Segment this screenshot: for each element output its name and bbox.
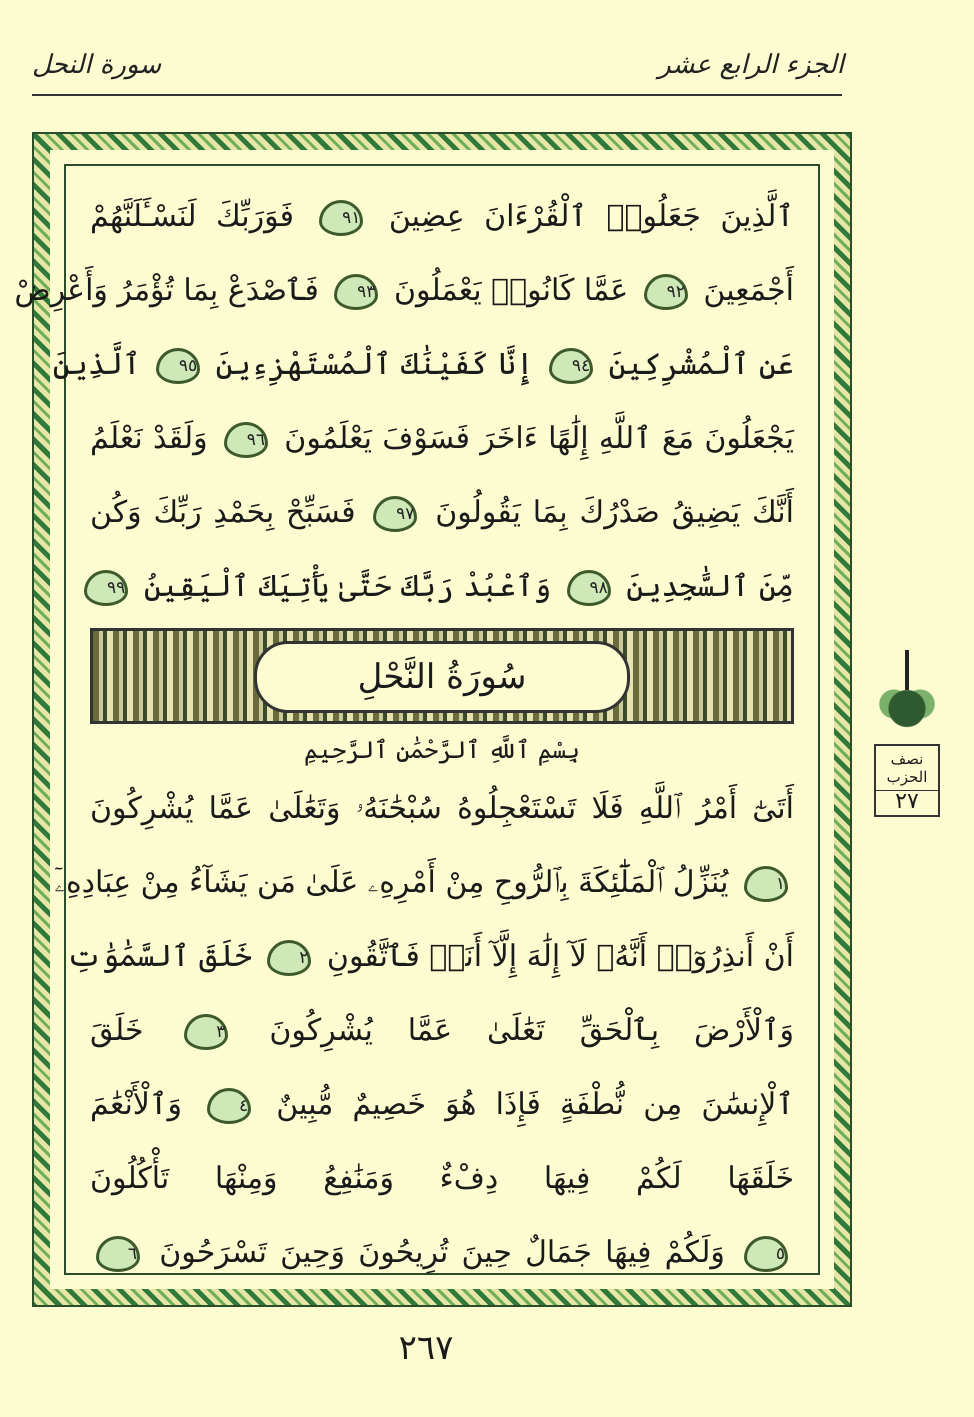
verse-text: أَتَىٰٓ أَمْرُ ٱللَّهِ فَلَا تَسْتَعْجِلُوهُ سُبْحَٰنَهُۥ وَتَعَٰلَىٰ عَمَّا يُشْرِكُونَ <box>90 791 794 826</box>
verse-text: خَلَقَ <box>90 1013 144 1048</box>
verse-text: خَلَقَهَا لَكُمْ فِيهَا دِفْءٌ وَمَنَٰفِعُ وَمِنْهَا تَأْكُلُونَ <box>90 1161 794 1196</box>
verse-text: مِّنَ ٱلسَّٰجِدِينَ <box>626 569 794 604</box>
verse-text: وَٱعْبُدْ رَبَّكَ حَتَّىٰ يَأْتِيَكَ ٱلْيَقِينُ <box>143 569 552 604</box>
verse-line <box>90 994 794 1068</box>
verse-text: إِنَّا كَفَيْنَٰكَ ٱلْمُسْتَهْزِءِينَ <box>215 347 534 382</box>
verse-text: أَنْ أَنذِرُوٓا۟ أَنَّهُۥ لَآ إِلَٰهَ إِلَّآ أَنَا۠ فَٱتَّقُونِ <box>326 939 794 974</box>
verse-line <box>90 1068 794 1142</box>
verse-text: وَلَقَدْ نَعْلَمُ <box>90 421 208 456</box>
juz-header: الجزء الرابع عشر <box>658 50 844 80</box>
verse-text: وَٱلْأَنْعَٰمَ <box>90 1087 182 1122</box>
verses-before <box>14 180 795 624</box>
surah-banner <box>90 628 794 724</box>
verse-line <box>90 402 794 476</box>
verse-text: أَجْمَعِينَ <box>703 273 794 308</box>
page-number: ٢٦٧ <box>398 1328 454 1368</box>
verse-text: ٱلَّذِينَ <box>52 347 141 382</box>
verse-text: يَجْعَلُونَ مَعَ ٱللَّهِ إِلَٰهًا ءَاخَرَ فَسَوْفَ يَعْلَمُونَ <box>284 421 795 456</box>
ayah-number-marker: ٩٣ <box>334 274 378 310</box>
verse-line <box>90 180 794 254</box>
verse-text: فَسَبِّحْ بِحَمْدِ رَبِّكَ وَكُن <box>90 495 356 530</box>
hizb-label-1: نصف <box>890 750 924 768</box>
verse-text: وَلَكُمْ فِيهَا جَمَالٌ حِينَ تُرِيحُونَ وَحِينَ تَسْرَحُونَ <box>159 1235 725 1270</box>
ayah-number-marker: ٦ <box>96 1236 140 1272</box>
ayah-number-marker: ٩٦ <box>224 422 268 458</box>
hizb-label-2: الحزب <box>886 768 928 786</box>
ayah-number-marker: ٥ <box>744 1236 788 1272</box>
verse-line <box>52 328 794 402</box>
basmala: بِسْمِ ٱللَّهِ ٱلرَّحْمَٰنِ ٱلرَّحِيمِ <box>303 736 580 764</box>
ayah-number-marker: ٤ <box>207 1088 251 1124</box>
hizb-number: ٢٧ <box>876 790 938 811</box>
hizb-ornament-icon <box>874 650 940 740</box>
verse-line <box>90 550 794 624</box>
verse-text: فَوَرَبِّكَ لَنَسْـَٔلَنَّهُمْ <box>90 199 294 234</box>
verse-line <box>54 846 794 920</box>
ayah-number-marker: ٩٢ <box>644 274 688 310</box>
verses-after <box>54 772 794 1290</box>
verse-line <box>90 772 794 846</box>
ayah-number-marker: ٩٧ <box>373 496 417 532</box>
verse-line <box>66 920 794 994</box>
page-frame <box>14 132 852 1307</box>
page-content <box>14 180 795 1290</box>
verse-text: عَنِ ٱلْمُشْرِكِينَ <box>608 347 794 382</box>
hizb-box <box>874 744 940 817</box>
ayah-number-marker: ٩٥ <box>156 348 200 384</box>
verse-line <box>90 1216 794 1290</box>
surah-header: سورة النحل <box>32 50 162 80</box>
hizb-marker <box>872 650 942 817</box>
verse-text: وَٱلْأَرْضَ بِٱلْحَقِّ تَعَٰلَىٰ عَمَّا يُشْرِكُونَ <box>269 1013 794 1048</box>
verse-text: يُنَزِّلُ ٱلْمَلَٰٓئِكَةَ بِٱلرُّوحِ مِنْ أَمْرِهِۦ عَلَىٰ مَن يَشَآءُ مِنْ عِبَادِهِۦٓ <box>54 865 729 900</box>
ayah-number-marker: ٩١ <box>319 200 363 236</box>
verse-text: خَلَقَ ٱلسَّمَٰوَٰتِ <box>66 939 252 974</box>
verse-line <box>90 1142 794 1216</box>
verse-line <box>90 476 794 550</box>
verse-text: فَٱصْدَعْ بِمَا تُؤْمَرُ وَأَعْرِضْ <box>14 273 319 308</box>
header-rule <box>32 94 842 96</box>
verse-text: أَنَّكَ يَضِيقُ صَدْرُكَ بِمَا يَقُولُونَ <box>435 495 794 530</box>
ayah-number-marker: ٩٩ <box>84 570 128 606</box>
ayah-number-marker: ٣ <box>184 1014 228 1050</box>
ayah-number-marker: ٢ <box>267 940 311 976</box>
ayah-number-marker: ٩٤ <box>549 348 593 384</box>
surah-banner-title: سُورَةُ النَّحْلِ <box>254 641 630 713</box>
ayah-number-marker: ٩٨ <box>567 570 611 606</box>
verse-text: ٱلَّذِينَ جَعَلُوا۟ ٱلْقُرْءَانَ عِضِينَ <box>388 199 794 234</box>
verse-text: ٱلْإِنسَٰنَ مِن نُّطْفَةٍ فَإِذَا هُوَ خَصِيمٌ مُّبِينٌ <box>276 1087 794 1122</box>
verse-line <box>14 254 794 328</box>
verse-text: عَمَّا كَانُوا۟ يَعْمَلُونَ <box>393 273 629 308</box>
ayah-number-marker: ١ <box>744 866 788 902</box>
